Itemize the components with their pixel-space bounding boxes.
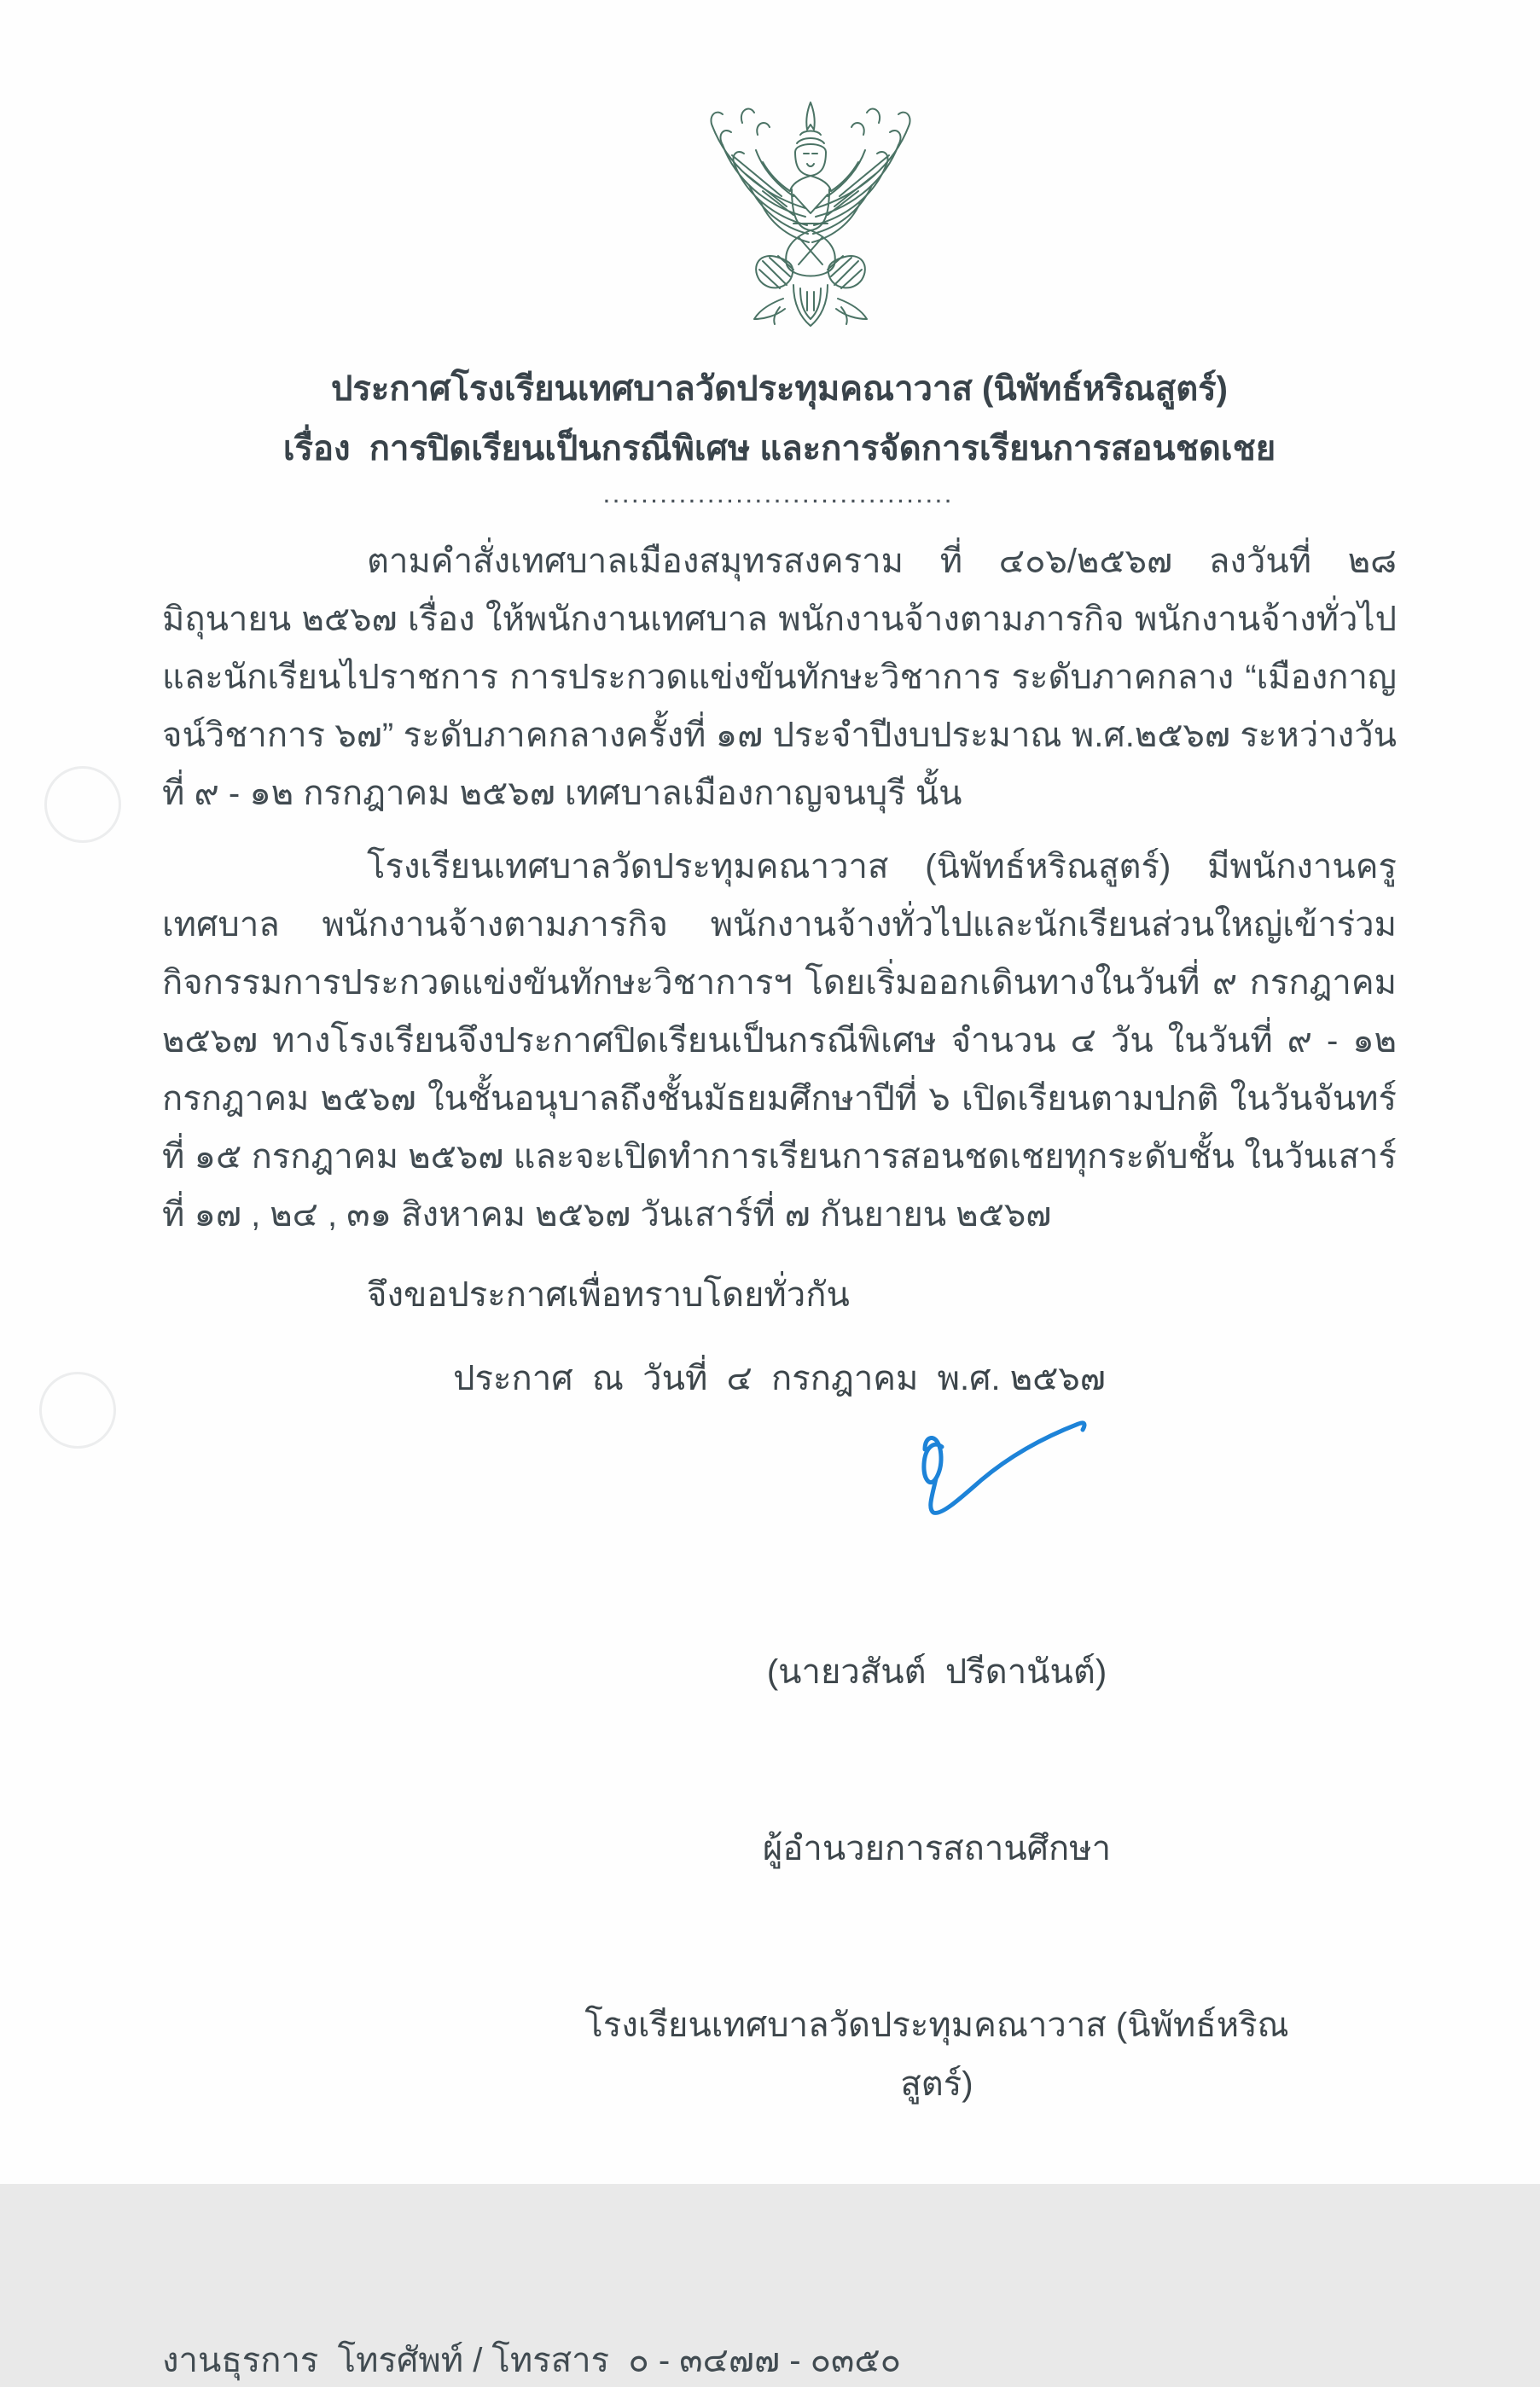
dotted-divider: .....................................: [603, 485, 956, 507]
announcement-subject: เรื่อง การปิดเรียนเป็นกรณีพิเศษ และการจัดการเรียนการสอนชดเชย: [282, 430, 1276, 468]
signer-block: [553, 1525, 1321, 2232]
signer-name: (นายวสันต์ ปรีดานันต์): [766, 1653, 1107, 1691]
signature-area: [162, 1416, 1397, 1525]
footer-contact: งานธุรการ โทรศัพท์ / โทรสาร ๐ - ๓๔๗๗ - ๐๓๕๐: [162, 2342, 902, 2379]
closing-statement: จึงขอประกาศเพื่อทราบโดยทั่วกัน: [367, 1276, 850, 1314]
body-paragraph-1: ตามคำสั่งเทศบาลเมืองสมุทรสงคราม ที่ ๔๐๖/๒๕๖๗ ลงวันที่ ๒๘ มิถุนายน ๒๕๖๗ เรื่อง ให้พนักงานเทศบาล พนักงานจ้างตามภารกิจ พนักงานจ้างทั่วไปและนักเรียนไปราชการ การประกวดแข่งขันทักษะวิชาการ ระดับภาคกลาง “เมืองกาญจน์วิชาการ ๖๗” ระดับภาคกลางครั้งที่ ๑๗ ประจำปีงบประมาณ พ.ศ.๒๕๖๗ ระหว่างวันที่ ๙ - ๑๒ กรกฎาคม ๒๕๖๗ เทศบาลเมืองกาญจนบุรี นั้น: [162, 543, 1397, 812]
body-paragraph-2: โรงเรียนเทศบาลวัดประทุมคณาวาส (นิพัทธ์หริณสูตร์) มีพนักงานครูเทศบาล พนักงานจ้างตามภารกิจ พนักงานจ้างทั่วไปและนักเรียนส่วนใหญ่เข้าร่วมกิจกรรมการประกวดแข่งขันทักษะวิชาการฯ โดยเริ่มออกเดินทางในวันที่ ๙ กรกฎาคม ๒๕๖๗ ทางโรงเรียนจึงประกาศปิดเรียนเป็นกรณีพิเศษ จำนวน ๔ วัน ในวันที่ ๙ - ๑๒ กรกฎาคม ๒๕๖๗ ในชั้นอนุบาลถึงชั้นมัธยมศึกษาปีที่ ๖ เปิดเรียนตามปกติ ในวันจันทร์ที่ ๑๕ กรกฎาคม ๒๕๖๗ และจะเปิดทำการเรียนการสอนชดเชยทุกระดับชั้น ในวันเสาร์ที่ ๑๗ , ๒๔ , ๓๑ สิงหาคม ๒๕๖๗ วันเสาร์ที่ ๗ กันยายน ๒๕๖๗: [162, 848, 1397, 1234]
emblem-container: [162, 96, 1397, 334]
document-content: [162, 0, 1397, 2387]
scan-punch-hole-mark: [44, 766, 121, 843]
announcement-date-line: ประกาศ ณ วันที่ ๔ กรกฎาคม พ.ศ. ๒๕๖๗: [453, 1360, 1106, 1397]
signature-ink-stroke: [887, 1416, 1092, 1525]
signer-position: ผู้อำนวยการสถานศึกษา: [762, 1830, 1112, 1867]
announcement-title: ประกาศโรงเรียนเทศบาลวัดประทุมคณาวาส (นิพัทธ์หริณสูตร์): [331, 370, 1228, 408]
scan-punch-hole-mark: [39, 1372, 116, 1449]
signer-school: โรงเรียนเทศบาลวัดประทุมคณาวาส (นิพัทธ์หริณสูตร์): [584, 2007, 1289, 2103]
garuda-emblem-icon: [698, 96, 923, 333]
